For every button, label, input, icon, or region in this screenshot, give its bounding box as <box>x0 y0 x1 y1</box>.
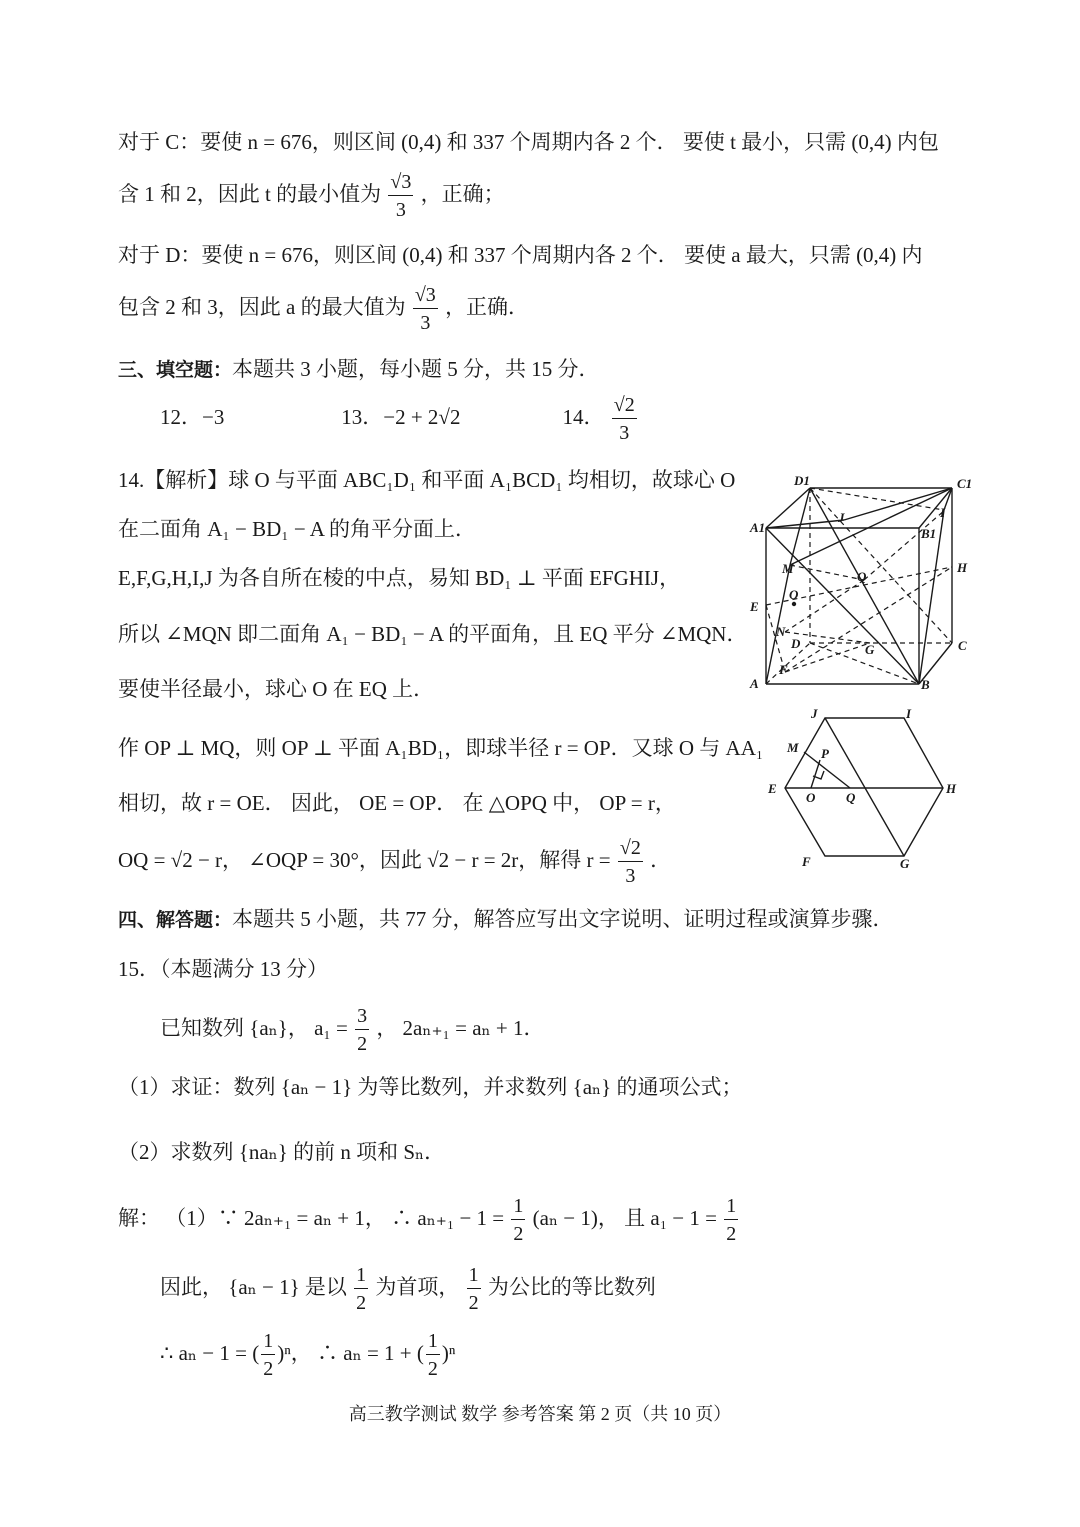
fraction-1-over-2 <box>724 1196 738 1244</box>
label-c1: C1 <box>957 476 973 491</box>
label-q: Q <box>857 569 867 584</box>
answer-13: 13．−2 + 2√2 <box>341 404 461 429</box>
solution-line-2 <box>160 1265 656 1313</box>
question-15-part-2: （2）求数列 {naₙ} 的前 n 项和 Sₙ． <box>118 1140 446 1164</box>
answer-14: 14． <box>562 404 605 429</box>
label-p: P <box>821 746 829 761</box>
text-segment: ∴ aₙ − 1 = ( <box>160 1340 260 1365</box>
label-d1: D1 <box>794 473 810 488</box>
text-segment: 解： （1）∵ 2aₙ₊₁ = aₙ + 1， ∴ aₙ₊₁ − 1 = <box>118 1205 505 1230</box>
denominator: 2 <box>427 1358 438 1380</box>
numerator: 1 <box>724 1196 738 1220</box>
label-b: B <box>921 677 930 692</box>
text-line-14-6: 作 OP ⊥ MQ，则 OP ⊥ 平面 A₁BD₁，即球半径 r = OP．又球 O 与 AA₁ <box>118 736 764 760</box>
label-m: M <box>782 561 794 576</box>
numerator: √2 <box>618 838 643 862</box>
fraction-1-over-2 <box>354 1265 368 1313</box>
label-q: Q <box>846 790 856 805</box>
section-heading-4 <box>118 904 894 935</box>
point-o-dot <box>792 602 796 606</box>
numerator: 3 <box>355 1006 369 1030</box>
question-15-title: 15．（本题满分 13 分） <box>118 957 328 981</box>
section-desc: 本题共 5 小题，共 77 分，解答应写出文字说明、证明过程或演算步骤． <box>232 907 894 931</box>
label-i: I <box>906 706 912 721</box>
fraction-sqrt2-over-3 <box>612 395 637 443</box>
text-segment: (aₙ − 1)， 且 a₁ − 1 = <box>532 1205 717 1230</box>
denominator: 3 <box>625 865 636 887</box>
label-o: O <box>806 790 816 805</box>
text-segment: ，正确． <box>445 294 530 319</box>
hexagon-figure <box>760 700 970 875</box>
text-line-14-7: 相切，故 r = OE． 因此， OE = OP． 在 △OPQ 中， OP = r， <box>118 791 676 815</box>
question-15-given <box>160 1006 544 1054</box>
label-g: G <box>900 856 910 871</box>
fraction-sqrt3-over-3 <box>413 285 438 333</box>
section-desc: 本题共 3 小题，每小题 5 分，共 15 分． <box>232 357 600 381</box>
text-segment: )ⁿ <box>441 1340 456 1365</box>
numerator: 1 <box>467 1265 481 1289</box>
question-15-part-1: （1）求证：数列 {aₙ − 1} 为等比数列，并求数列 {aₙ} 的通项公式； <box>118 1075 743 1099</box>
label-c: C <box>958 638 967 653</box>
label-m: M <box>787 740 799 755</box>
label-b1: B1 <box>921 526 937 541</box>
text-line-14-2: 在二面角 A₁ − BD₁ − A 的角平分面上． <box>118 517 477 541</box>
label-d: D <box>791 636 801 651</box>
numerator: 1 <box>511 1196 525 1220</box>
label-n: N <box>776 624 786 639</box>
denominator: 3 <box>420 312 431 334</box>
solution-line-3 <box>160 1331 456 1379</box>
fraction-sqrt3-over-3 <box>388 172 413 220</box>
text-segment: ， 2aₙ₊₁ = aₙ + 1． <box>376 1015 545 1040</box>
fraction-1-over-2 <box>261 1331 275 1379</box>
label-j: J <box>838 510 845 525</box>
text-segment: )ⁿ， ∴ aₙ = 1 + ( <box>277 1340 424 1365</box>
section-label: 四、解答题： <box>118 909 233 931</box>
text-line-d2 <box>118 285 529 333</box>
label-o: O <box>789 587 799 602</box>
solution-line-1 <box>118 1196 740 1244</box>
label-e: E <box>750 599 759 614</box>
fraction-1-over-2 <box>511 1196 525 1244</box>
numerator: √3 <box>413 285 438 309</box>
label-j: J <box>811 706 818 721</box>
label-f: F <box>802 854 811 869</box>
label-h: H <box>957 560 968 575</box>
text-line-14-8 <box>118 838 671 886</box>
text-segment: 包含 2 和 3，因此 a 的最大值为 <box>118 294 406 319</box>
fraction-sqrt2-over-3 <box>618 838 643 886</box>
text-segment: OQ = √2 − r， ∠OQP = 30°，因此 √2 − r = 2r，解得 r = <box>118 847 611 872</box>
cube-figure <box>745 470 980 695</box>
denominator: 2 <box>513 1223 524 1245</box>
text-line-14-5: 要使半径最小，球心 O 在 EQ 上． <box>118 677 435 701</box>
text-segment: 为公比的等比数列 <box>487 1274 656 1299</box>
text-line-14-1: 14.【解析】球 O 与平面 ABC₁D₁ 和平面 A₁BCD₁ 均相切，故球心 O <box>118 468 736 492</box>
text-line-14-4: 所以 ∠MQN 即二面角 A₁ − BD₁ − A 的平面角，且 EQ 平分 ∠MQN． <box>118 622 748 646</box>
label-a: A <box>750 676 759 691</box>
denominator: 3 <box>619 422 630 444</box>
numerator: 1 <box>261 1331 275 1355</box>
label-g: G <box>865 642 875 657</box>
label-a1: A1 <box>750 520 766 535</box>
text-segment: ． <box>650 847 672 872</box>
text-line-c2 <box>118 172 505 220</box>
section-label: 三、填空题： <box>118 359 233 381</box>
page-footer: 高三教学测试 数学 参考答案 第 2 页（共 10 页） <box>348 1404 732 1424</box>
numerator: √3 <box>388 172 413 196</box>
section-heading-3 <box>118 354 600 385</box>
text-line-14-3: E,F,G,H,I,J 为各自所在棱的中点，易知 BD₁ ⊥ 平面 EFGHIJ， <box>118 566 681 590</box>
fraction-1-over-2 <box>426 1331 440 1379</box>
text-segment: 为首项， <box>375 1274 460 1299</box>
numerator: 1 <box>354 1265 368 1289</box>
text-line-c1: 对于 C：要使 n = 676，则区间 (0,4) 和 337 个周期内各 2 个． 要使 t 最小，只需 (0,4) 内包 <box>118 130 939 154</box>
text-segment: ，正确； <box>420 181 505 206</box>
numerator: √2 <box>612 395 637 419</box>
denominator: 2 <box>726 1223 737 1245</box>
label-i: I <box>940 505 946 520</box>
label-e: E <box>768 781 777 796</box>
denominator: 2 <box>468 1292 479 1314</box>
text-line-d1: 对于 D：要使 n = 676，则区间 (0,4) 和 337 个周期内各 2 个． 要使 a 最大，只需 (0,4) 内 <box>118 243 923 267</box>
label-h: H <box>946 781 957 796</box>
answer-row <box>160 395 639 443</box>
answer-12: 12．−3 <box>160 404 225 429</box>
denominator: 3 <box>395 199 406 221</box>
denominator: 2 <box>357 1033 368 1055</box>
denominator: 2 <box>356 1292 367 1314</box>
fraction-3-over-2 <box>355 1006 369 1054</box>
fraction-1-over-2 <box>467 1265 481 1313</box>
text-segment: 含 1 和 2，因此 t 的最小值为 <box>118 181 382 206</box>
text-segment: 已知数列 {aₙ}， a₁ = <box>160 1015 348 1040</box>
text-segment: 因此， {aₙ − 1} 是以 <box>160 1274 347 1299</box>
label-f: F <box>779 662 788 677</box>
numerator: 1 <box>426 1331 440 1355</box>
denominator: 2 <box>263 1358 274 1380</box>
